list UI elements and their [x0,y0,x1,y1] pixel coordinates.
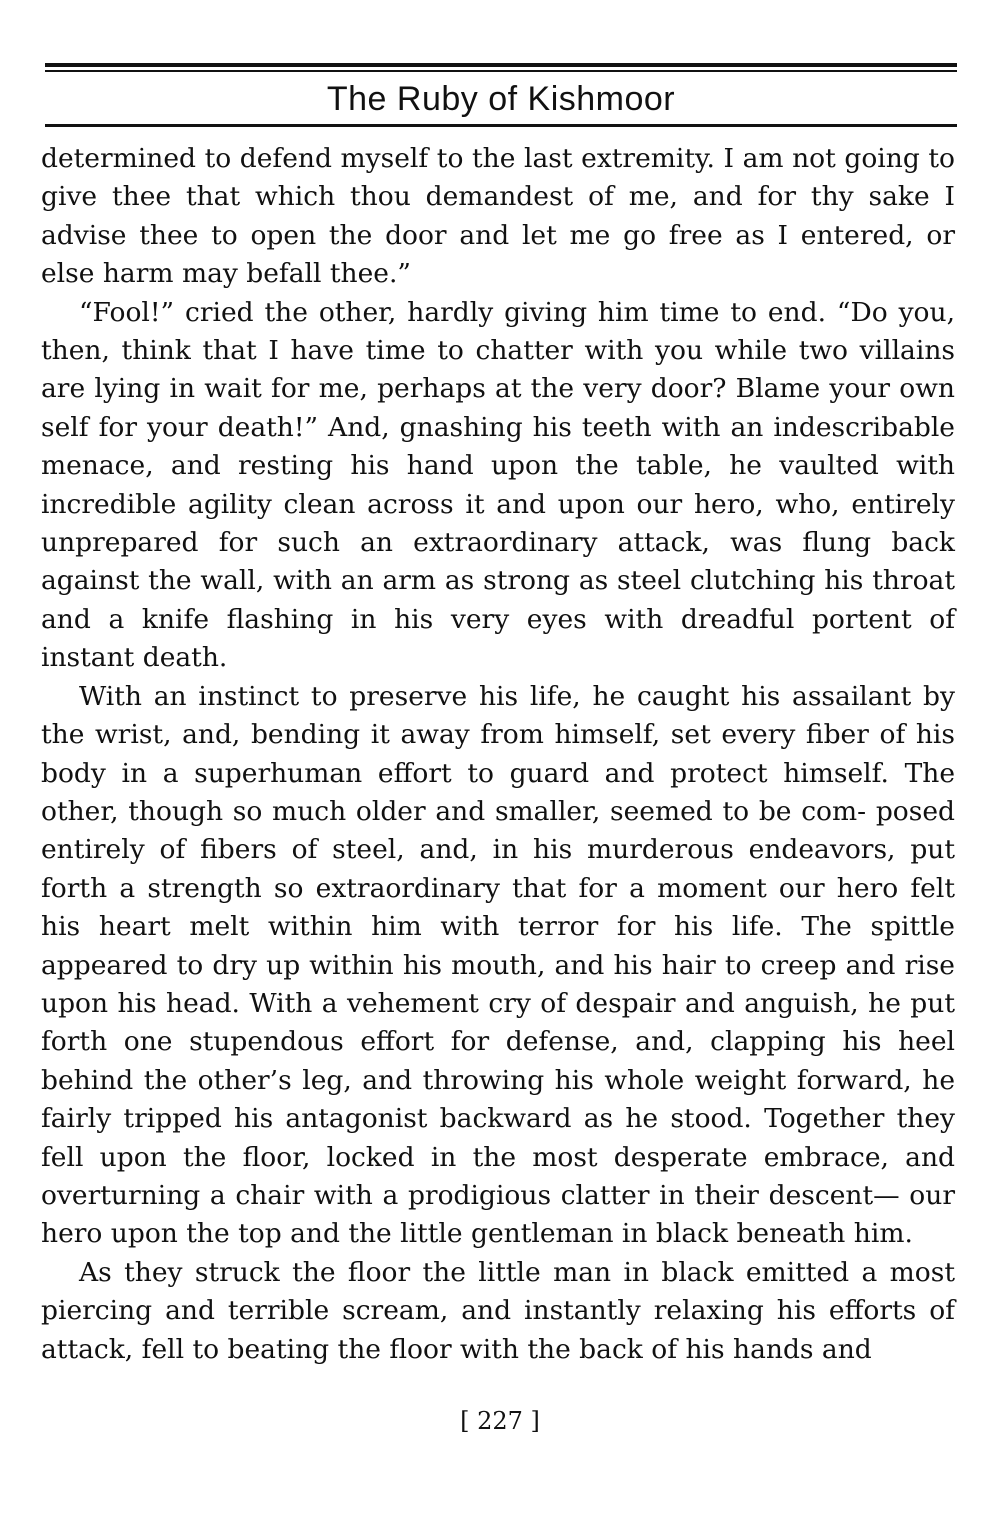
header-rule-top-thick [45,63,957,67]
paragraph-3: With an instinct to preserve his life, he caught his assailant by the wrist, and, bending it away from himself, set every fiber of his body in a superhuman effort to guard and protect himself. The other, though so much older and smaller, seemed to be com- posed entirely of fibers of steel, and, in his murderous endeavors, put forth a strength so extraordinary that for a moment our hero felt his heart melt within him with terror for his life. The spittle appeared to dry up within his mouth, and his hair to creep and rise upon his head. With a vehement cry of despair and anguish, he put forth one stupendous effort for defense, and, clapping his heel behind the other’s leg, and throwing his whole weight forward, he fairly tripped his antagonist backward as he stood. Together they fell upon the floor, locked in the most desperate embrace, and overturning a chair with a prodigious clatter in their descent— our hero upon the top and the little gentleman in black beneath him. [41,680,955,1250]
paragraph-1: determined to defend myself to the last extremity. I am not going to give thee that which thou demandest of me, and for thy sake I advise thee to open the door and let me go free as I entered, or else harm may befall thee.” [41,143,955,290]
paragraph-4: As they struck the floor the little man in black emitted a most piercing and terrible scream, and instantly relaxing his efforts of attack, fell to beating the floor with the back of his hands and [41,1256,955,1365]
page-number: [ 227 ] [460,1407,540,1435]
header-rule-top-thin [45,70,957,72]
header-rule-bottom [45,124,957,127]
page-body [41,140,955,1369]
paragraph-2: “Fool!” cried the other, hardly giving him time to end. “Do you, then, think that I have time to chatter with you while two villains are lying in wait for me, perhaps at the very door? Blame your own self for your death!” And, gnashing his teeth with an indescribable menace, and resting his hand upon the table, he vaulted with incredible agility clean across it and upon our hero, who, entirely unprepared for such an extraordinary attack, was flung back against the wall, with an arm as strong as steel clutching his throat and a knife flashing in his very eyes with dreadful portent of instant death. [41,296,955,674]
running-head: The Ruby of Kishmoor [326,80,676,118]
